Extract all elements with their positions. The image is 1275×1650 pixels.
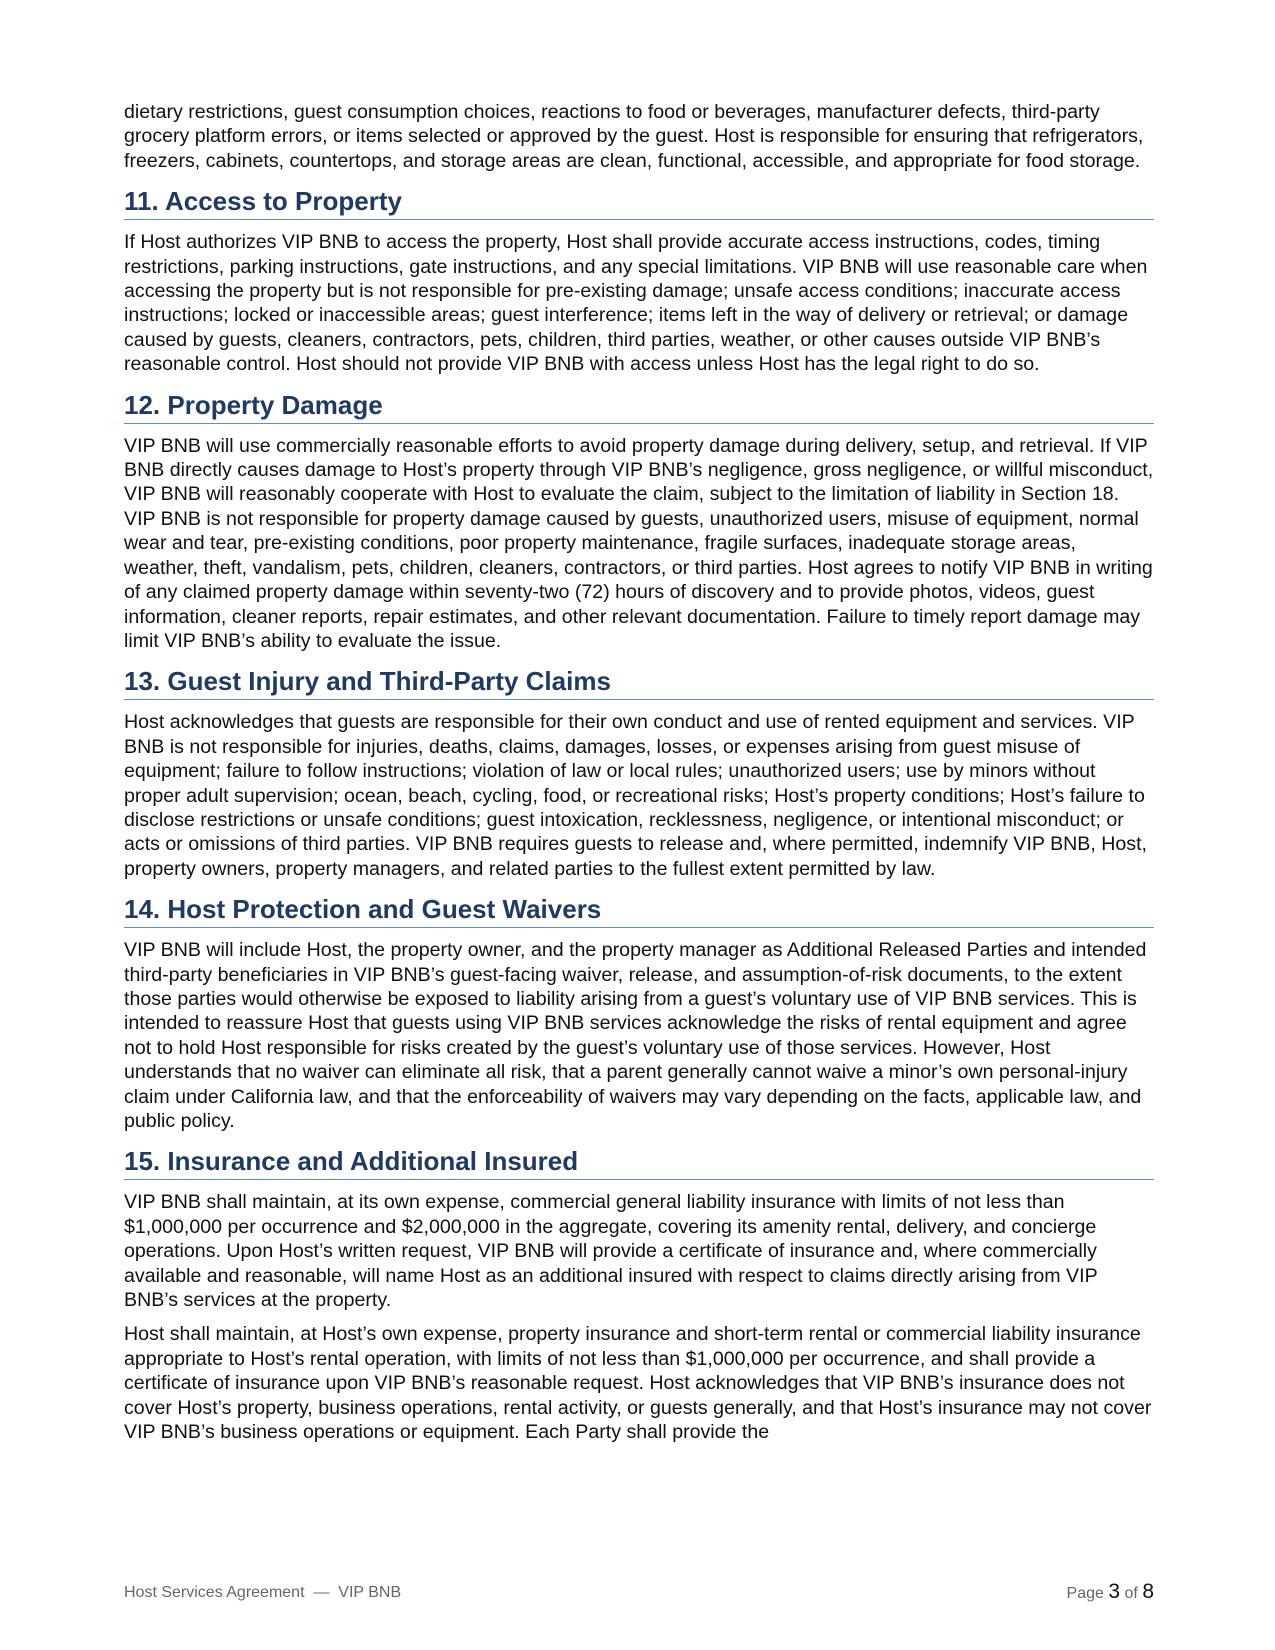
page-total: 8 [1142, 1580, 1154, 1603]
footer-document-title: Host Services Agreement — VIP BNB [124, 1584, 402, 1601]
section-paragraph: If Host authorizes VIP BNB to access the property, Host shall provide accurate access instructions, codes, timing restrictions, parking instructions, gate instructions, and any special limitations. VIP BNB will use reasonable care when accessing the property but is not responsible for pre-existing damage; unsafe access conditions; inaccurate access instructions; locked or inaccessible areas; guest interference; items left in the way of delivery or retrieval; or damage caused by guests, cleaners, contractors, pets, children, third parties, weather, or other causes outside VIP BNB’s reasonable control. Host should not provide VIP BNB with access unless Host has the legal right to do so. [124, 231, 1148, 376]
section-heading-host-protection: 14. Host Protection and Guest Waivers [124, 893, 1154, 928]
section-heading-property-damage: 12. Property Damage [124, 389, 1154, 424]
document-body [124, 100, 1154, 1454]
section-paragraph: Host shall maintain, at Host’s own expense, property insurance and short-term rental or commercial liability insurance appropriate to Host’s rental operation, with limits of not less than $1,000,000 per occurrence, and shall provide a certificate of insurance upon VIP BNB’s reasonable request. Host acknowledges that VIP BNB’s insurance does not cover Host’s property, business operations, rental activity, or guests generally, and that Host’s insurance may not cover VIP BNB’s business operations or equipment. Each Party shall provide the [124, 1323, 1152, 1444]
lead-paragraph: dietary restrictions, guest consumption choices, reactions to food or beverages, manufacturer defects, third-party grocery platform errors, or items selected or approved by the guest. Host is responsible for ensuring that refrigerators, freezers, cabinets, countertops, and storage areas are clean, functional, accessible, and appropriate for food storage. [124, 101, 1144, 172]
section-paragraph: VIP BNB will use commercially reasonable efforts to avoid property damage during delivery, setup, and retrieval. If VIP BNB directly causes damage to Host’s property through VIP BNB’s negligence, gross negligence, or willful misconduct, VIP BNB will reasonably cooperate with Host to evaluate the claim, subject to the limitation of liability in Section 18. VIP BNB is not responsible for property damage caused by guests, unauthorized users, misuse of equipment, normal wear and tear, pre-existing conditions, poor property maintenance, fragile surfaces, inadequate storage areas, weather, theft, vandalism, pets, children, cleaners, contractors, or third parties. Host agrees to notify VIP BNB in writing of any claimed property damage within seventy-two (72) hours of discovery and to provide photos, videos, guest information, cleaner reports, repair estimates, and other relevant documentation. Failure to timely report damage may limit VIP BNB’s ability to evaluate the issue. [124, 434, 1154, 652]
page-label: Page [1066, 1585, 1104, 1602]
section-paragraph: VIP BNB will include Host, the property owner, and the property manager as Additional Released Parties and intended third-party beneficiaries in VIP BNB’s guest-facing waiver, release, and assumption-of-risk documents, to the extent those parties would otherwise be exposed to liability arising from a guest’s voluntary use of VIP BNB services. This is intended to reassure Host that guests using VIP BNB services acknowledge the risks of rental equipment and agree not to hold Host responsible for risks created by the guest’s voluntary use of those services. However, Host understands that no waiver can eliminate all risk, that a parent generally cannot waive a minor’s own personal-injury claim under California law, and that the enforceability of waivers may vary depending on the facts, applicable law, and public policy. [124, 939, 1147, 1132]
section-paragraph: VIP BNB shall maintain, at its own expense, commercial general liability insurance with limits of not less than $1,000,000 per occurrence and $2,000,000 in the aggregate, covering its amenity rental, delivery, and concierge operations. Upon Host’s written request, VIP BNB will provide a certificate of insurance and, where commercially available and reasonable, will name Host as an additional insured with respect to claims directly arising from VIP BNB’s services at the property. [124, 1191, 1098, 1312]
page-current: 3 [1108, 1580, 1121, 1603]
section-heading-access-to-property: 11. Access to Property [124, 185, 1154, 220]
section-heading-insurance: 15. Insurance and Additional Insured [124, 1145, 1154, 1180]
page-footer [124, 1580, 1154, 1608]
page-of-label: of [1124, 1585, 1138, 1602]
page-number [1067, 1580, 1154, 1604]
section-paragraph: Host acknowledges that guests are responsible for their own conduct and use of rented equipment and services. VIP BNB is not responsible for injuries, deaths, claims, damages, losses, or expenses arising from guest misuse of equipment; failure to follow instructions; violation of law or local rules; unauthorized users; use by minors without proper adult supervision; ocean, beach, cycling, food, or recreational risks; Host’s property conditions; Host’s failure to disclose restrictions or unsafe conditions; guest intoxication, recklessness, negligence, or intentional misconduct; or acts or omissions of third parties. VIP BNB requires guests to release and, where permitted, indemnify VIP BNB, Host, property owners, property managers, and related parties to the fullest extent permitted by law. [124, 711, 1147, 880]
section-heading-guest-injury: 13. Guest Injury and Third-Party Claims [124, 665, 1154, 700]
